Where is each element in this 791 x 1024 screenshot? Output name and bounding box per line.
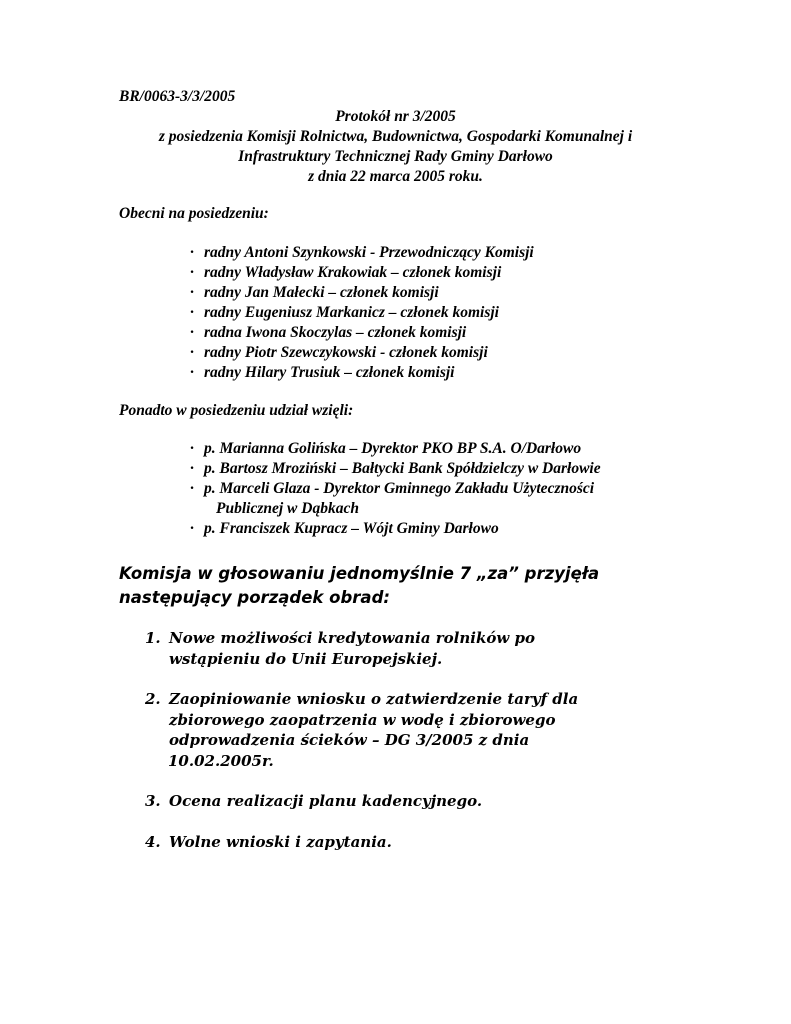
agenda-item: 3. Ocena realizacji planu kadencyjnego. [145, 792, 483, 810]
list-item: · radny Antoni Szynkowski - Przewodniczący Komisji [190, 244, 534, 261]
list-item-continuation: Publicznej w Dąbkach [216, 500, 359, 517]
list-item: · p. Marianna Golińska – Dyrektor PKO BP S.A. O/Darłowo [190, 440, 582, 457]
list-item: · p. Marceli Glaza - Dyrektor Gminnego Zakładu Użyteczności [190, 480, 595, 497]
list-item: · p. Franciszek Kupracz – Wójt Gminy Darłowo [190, 520, 499, 537]
list-item: · radny Eugeniusz Markanicz – członek komisji [190, 304, 499, 321]
agenda-item: 1. Nowe możliwości kredytowania rolników po wstąpieniu do Unii Europejskiej. [145, 629, 535, 668]
document-header [0, 107, 791, 187]
header-line: Protokół nr 3/2005 [335, 108, 456, 125]
list-item: · radna Iwona Skoczylas – członek komisji [190, 324, 467, 341]
list-item: · radny Władysław Krakowiak – członek komisji [190, 264, 502, 281]
present-list [190, 243, 534, 383]
present-label: Obecni na posiedzeniu: [119, 205, 269, 222]
header-line: z posiedzenia Komisji Rolnictwa, Budownictwa, Gospodarki Komunalnej i [158, 128, 633, 145]
list-item: · p. Bartosz Mroziński – Bałtycki Bank Spółdzielczy w Darłowie [190, 460, 601, 477]
guests-list [190, 439, 601, 539]
header-line: z dnia 22 marca 2005 roku. [308, 168, 483, 185]
list-item: · radny Piotr Szewczykowski - członek komisji [190, 344, 488, 361]
header-line: Infrastruktury Technicznej Rady Gminy Darłowo [238, 148, 553, 165]
list-item: · radny Hilary Trusiuk – członek komisji [190, 364, 455, 381]
list-item: · radny Jan Małecki – członek komisji [190, 284, 439, 301]
agenda-title: Komisja w głosowaniu jednomyślnie 7 „za” przyjęła następujący porządek obrad: [119, 564, 600, 607]
document-reference: BR/0063-3/3/2005 [119, 88, 236, 105]
guests-label: Ponadto w posiedzeniu udział wzięli: [119, 402, 354, 419]
agenda-item: 2. Zaopiniowanie wniosku o zatwierdzenie taryf dla zbiorowego zaopatrzenia w wodę i zbiorowego odprowadzenia ścieków – DG 3/2005 z dnia 10.02.2005r. [145, 690, 579, 770]
agenda-item: 4. Wolne wnioski i zapytania. [145, 832, 392, 851]
agenda-list [145, 628, 578, 852]
